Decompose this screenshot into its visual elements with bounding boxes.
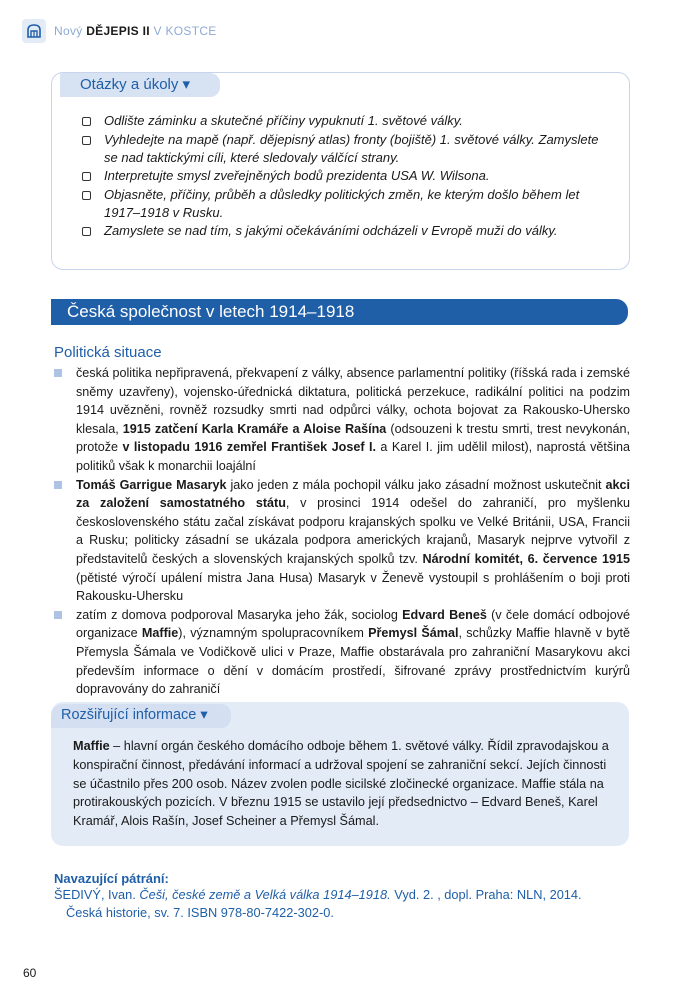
running-header	[22, 18, 217, 44]
checkbox-icon	[82, 136, 91, 145]
info-text: Maffie – hlavní orgán českého domácího odboje během 1. světové války. Řídil zpravodajskou a konspirační činnost, předávání informací a udržoval spojení se zahraniční sekcí. Jejích činnosti se účastnilo přes 200 osob. Název zvolen podle sicilské zločinecké organizace. Maffie stála na protirakouských pozicích. V březnu 1915 se ustavilo její předsednictvo – Edvard Beneš, Karel Kramář, Alois Rašín, Josef Scheiner a Přemysl Šámal.	[73, 739, 609, 829]
helmet-icon	[22, 19, 46, 43]
question-item: Objasněte, příčiny, průběh a důsledky politických změn, ke kterým došlo během let 1917–1918 v Rusku.	[80, 186, 615, 222]
checkbox-icon	[82, 227, 91, 236]
bullet-square-icon	[54, 611, 62, 619]
questions-title: Otázky a úkoly ▾	[80, 76, 191, 93]
bullet-item: zatím z domova podporoval Masaryka jeho žák, sociolog Edvard Beneš (v čele domácí odbojové organizace Maffie), významným spolupracovníkem Přemysl Šámal, schůzky Maffie hlavně v bytě Přemysla Šámala ve Vodičkově ulici v Praze, Maffie obstarávala pro zahraniční Masarykovu akci především informace o dění v domácím prostředí, šifrované zprávy prostřednictvím kurýrů dopravovány do zahraničí	[54, 606, 630, 699]
info-title: Rozšiřující informace ▾	[61, 707, 208, 723]
question-item: Zamyslete se nad tím, s jakými očekáváními odcházeli v Evropě muži do války.	[80, 222, 615, 240]
bullet-square-icon	[54, 369, 62, 377]
question-item: Interpretujte smysl zveřejněných bodů prezidenta USA W. Wilsona.	[80, 167, 615, 185]
bullet-square-icon	[54, 481, 62, 489]
bullet-item: česká politika nepřipravená, překvapení z války, absence parlamentní politiky (říšská rada i zemské sněmy uzavřeny), vojensko-úřednická diktatura, politická perzekuce, radikální politici na podzim 1914 uvězněni, rovněž rozsudky smrti nad odpůrci války, ochota bojovat za Rakousko-Uhersko klesala, 1915 zatčení Karla Kramáře a Aloise Rašína (odsouzeni k trestu smrti, trest nevykonán, protože v listopadu 1916 zemřel František Josef I. a Karel I. jim udělil milost), naprostá většina politiků však k monarchii loajální	[54, 364, 630, 476]
bullet-list	[54, 364, 630, 699]
section-title: Česká společnost v letech 1914–1918	[67, 302, 355, 321]
bullet-item: Tomáš Garrigue Masaryk jako jeden z mála pochopil válku jako zásadní možnost uskutečnit akci za založení samostatného státu, v prosinci 1914 odešel do zahraničí, pro myšlenku československého státu začal získávat podporu krajanských spolku ve Velké Británii, USA, Francii a Rusku; politicky zásadní se ukázala podpora amerických krajanů, Masaryk nejprve vytvořil z představitelů českých a slovenských krajanských spolků tzv. Národní komitét, 6. července 1915 (pětisté výročí upálení mistra Jana Husa) Masaryk v Ženevě vystoupil s prohlášením o boji proti Rakousku-Uhersku	[54, 476, 630, 606]
subheading: Politická situace	[54, 344, 162, 361]
question-item: Vyhledejte na mapě (např. dějepisný atlas) fronty (bojiště) 1. světové války. Zamyslete se nad taktickými cíli, které sledovaly válčící strany.	[80, 131, 615, 167]
citation-line: ŠEDIVÝ, Ivan. Češi, české země a Velká válka 1914–1918. Vyd. 2. , dopl. Praha: NLN, 2014.	[54, 887, 582, 902]
book-title	[54, 24, 217, 38]
question-item: Odlište záminku a skutečné příčiny vypuknutí 1. světové války.	[80, 112, 615, 130]
brand-suffix: V KOSTCE	[153, 24, 217, 38]
checkbox-icon	[82, 117, 91, 126]
page-number: 60	[23, 966, 37, 980]
checkbox-icon	[82, 172, 91, 181]
further-heading: Navazující pátrání:	[54, 871, 169, 886]
questions-list	[80, 112, 615, 241]
brand-prefix: Nový	[54, 24, 83, 38]
citation-series: Česká historie, sv. 7. ISBN 978-80-7422-302-0.	[66, 905, 334, 920]
info-term: Maffie	[73, 739, 110, 753]
checkbox-icon	[82, 191, 91, 200]
brand-main: DĚJEPIS II	[86, 24, 150, 38]
